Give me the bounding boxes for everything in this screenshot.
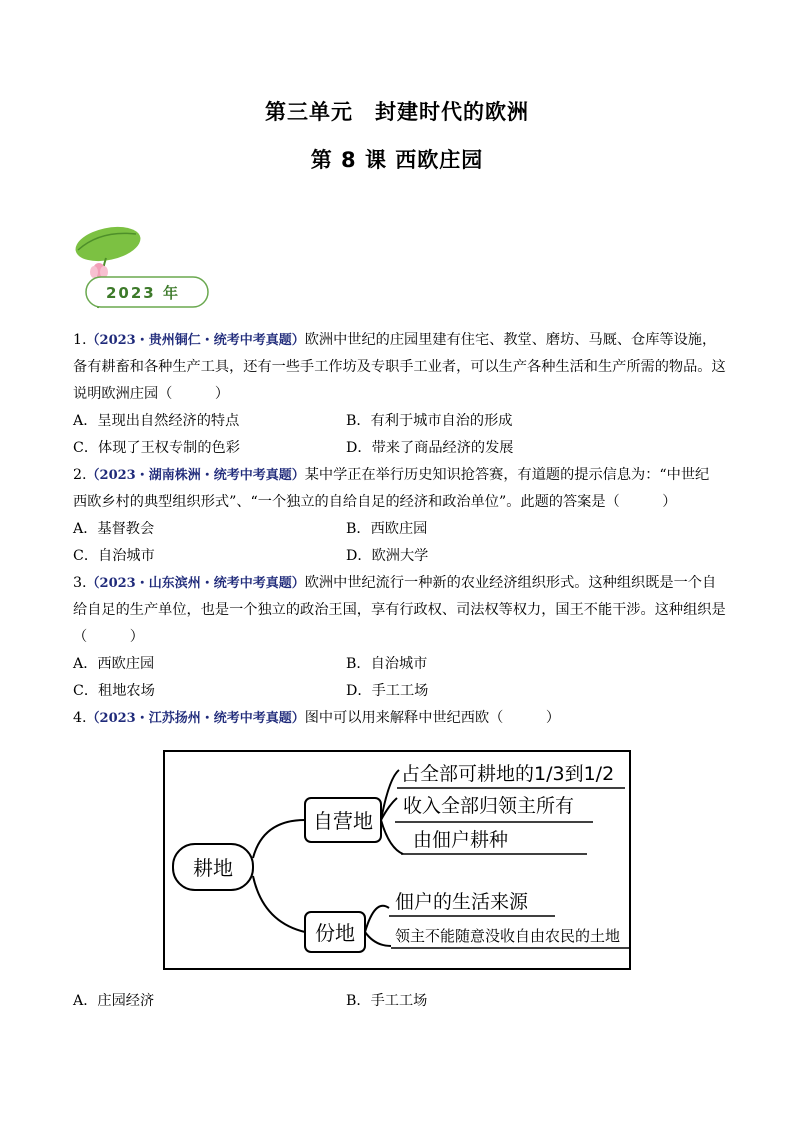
q2-stem-line-2: 西欧乡村的典型组织形式”、“一个独立的自给自足的经济和政治单位”。此题的答案是（ ） [73, 494, 677, 510]
branch-self-managed-label: 自营地 [313, 809, 373, 833]
branch1-item-2: 收入全部归领主所有 [403, 795, 575, 817]
q4-stem-line-1: 4.（2023・江苏扬州・统考中考真题）图中可以用来解释中世纪西欧（ ） [73, 710, 561, 726]
q2-option-b: B．西欧庄园 [346, 521, 428, 537]
q1-stem-line-2: 备有耕畜和各种生产工具，还有一些手工作坊及专职手工业者，可以生产各种生活和生产所需的物品。这 [73, 359, 726, 375]
q2-stem-line-1: 2.（2023・湖南株洲・统考中考真题）某中学正在举行历史知识抢答赛，有道题的提示信息为：“中世纪 [73, 467, 710, 483]
branch-peasant-plot-label: 份地 [315, 921, 355, 945]
q1-source: （2023・贵州铜仁・统考中考真题） [86, 333, 305, 348]
q3-option-a: A．西欧庄园 [73, 656, 155, 672]
branch1-item-3: 由佃户耕种 [413, 829, 509, 851]
q1-stem-line-1: 1.（2023・贵州铜仁・统考中考真题）欧洲中世纪的庄园里建有住宅、教堂、磨坊、马厩、仓库等设施， [73, 332, 717, 348]
q4-source: （2023・江苏扬州・统考中考真题） [86, 711, 305, 726]
q3-stem-line-1: 3.（2023・山东滨州・统考中考真题）欧洲中世纪流行一种新的农业经济组织形式。这种组织既是一个自 [73, 575, 717, 591]
branch2-item-2: 领主不能随意没收自由农民的土地 [395, 927, 621, 945]
q2-source: （2023・湖南株洲・统考中考真题） [86, 468, 305, 483]
q2-option-a: A．基督教会 [73, 521, 155, 537]
q3-option-b: B．自治城市 [346, 656, 428, 672]
q3-option-d: D．手工工场 [346, 683, 429, 699]
unit-title: 第三单元 封建时代的欧洲 [265, 100, 529, 124]
q4-option-a: A．庄园经济 [73, 993, 155, 1009]
lesson-title: 第 8 课 西欧庄园 [310, 148, 484, 172]
q3-option-c: C．租地农场 [73, 683, 155, 699]
q4-option-b: B．手工工场 [346, 993, 428, 1009]
farmland-mindmap-diagram [163, 750, 631, 970]
year-badge [70, 222, 215, 312]
q1-option-a: A．呈现出自然经济的特点 [73, 413, 240, 429]
q1-option-c: C．体现了王权专制的色彩 [73, 440, 240, 456]
q3-source: （2023・山东滨州・统考中考真题） [86, 576, 305, 591]
q1-stem-line-3: 说明欧洲庄园（ ） [73, 386, 230, 402]
q1-option-b: B．有利于城市自治的形成 [346, 413, 513, 429]
q2-option-c: C．自治城市 [73, 548, 155, 564]
year-label: 2023 年 [106, 284, 180, 302]
branch1-item-1: 占全部可耕地的1/3到1/2 [401, 763, 615, 785]
q2-option-d: D．欧洲大学 [346, 548, 429, 564]
branch2-item-1: 佃户的生活来源 [395, 891, 529, 913]
q3-stem-line-3: （ ） [73, 629, 144, 645]
root-label: 耕地 [193, 856, 233, 880]
q3-stem-line-2: 给自足的生产单位，也是一个独立的政治王国，享有行政权、司法权等权力，国王不能干涉。这种组织是 [73, 602, 726, 618]
q1-option-d: D．带来了商品经济的发展 [346, 440, 514, 456]
